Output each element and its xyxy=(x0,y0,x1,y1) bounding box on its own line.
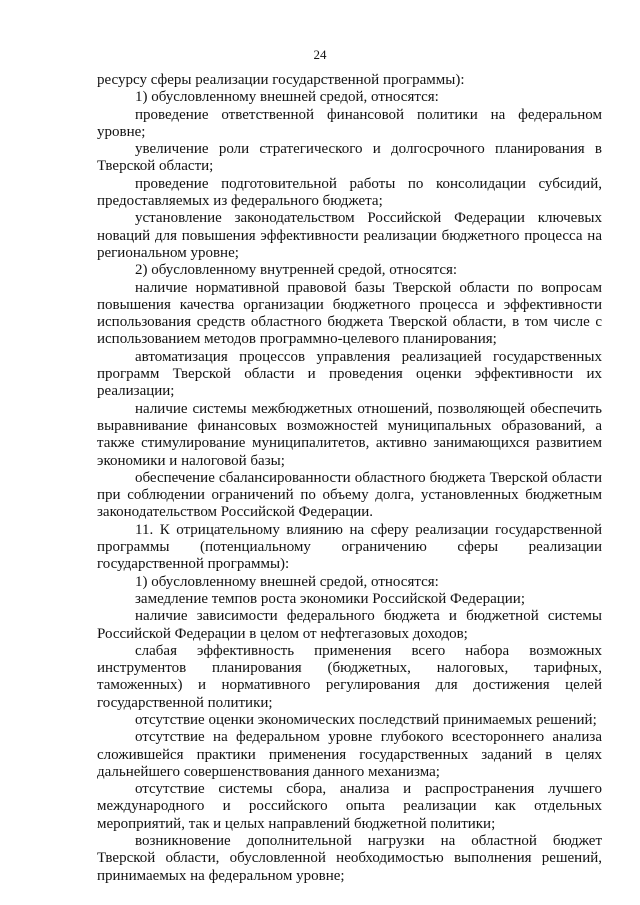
paragraph: слабая эффективность применения всего набора возможных инструментов планирования (бюджетных, налоговых, тарифных, таможенных) и нормативного регулирования для достижения целей государственной политики; xyxy=(97,642,602,711)
paragraph: отсутствие оценки экономических последствий принимаемых решений; xyxy=(135,711,597,728)
page-number: 24 xyxy=(313,47,327,62)
paragraph: возникновение дополнительной нагрузки на областной бюджет Тверской области, обусловленной необходимостью выполнения решений, принимаемых на федеральном уровне; xyxy=(97,833,602,884)
paragraph: замедление темпов роста экономики Российской Федерации; xyxy=(135,590,525,607)
body-text xyxy=(97,72,602,885)
paragraph: обеспечение сбалансированности областного бюджета Тверской области при соблюдении ограничений по объему долга, установленных бюджетным законодательством Российской Федерации. xyxy=(97,469,602,521)
paragraph: наличие системы межбюджетных отношений, позволяющей обеспечить выравнивание финансовых возможностей муниципальных образований, а также стимулирование муниципалитетов, активно занимающихся развитием экономики и налоговой базы; xyxy=(97,400,602,469)
paragraph: установление законодательством Российской Федерации ключевых новаций для повышения эффективности реализации бюджетного процесса на региональном уровне; xyxy=(97,210,602,261)
paragraph: наличие зависимости федерального бюджета и бюджетной системы Российской Федерации в целом от нефтегазовых доходов; xyxy=(97,608,602,642)
paragraph: наличие нормативной правовой базы Тверской области по вопросам повышения качества организации бюджетного процесса и эффективности использования средств областного бюджета Тверской области, в том числе с использованием методов программно-целевого планирования; xyxy=(97,279,602,348)
paragraph: 11. К отрицательному влиянию на сферу реализации государственной программы (потенциальному ограничению сферы реализации государственной программы): xyxy=(97,521,602,573)
paragraph: проведение подготовительной работы по консолидации субсидий, предоставляемых из федерального бюджета; xyxy=(97,175,602,210)
paragraph: 1) обусловленному внешней средой, относятся: xyxy=(135,89,439,106)
paragraph: отсутствие системы сбора, анализа и распространения лучшего международного и российского опыта реализации как отдельных мероприятий, так и целых направлений бюджетной политики; xyxy=(97,781,602,832)
paragraph: увеличение роли стратегического и долгосрочного планирования в Тверской области; xyxy=(97,141,602,175)
paragraph: 2) обусловленному внутренней средой, относятся: xyxy=(135,262,458,279)
paragraph: ресурсу сферы реализации государственной программы): xyxy=(97,72,465,88)
paragraph: проведение ответственной финансовой политики на федеральном уровне; xyxy=(97,106,602,140)
paragraph: 1) обусловленному внешней средой, относятся: xyxy=(135,573,439,590)
paragraph: отсутствие на федеральном уровне глубокого всестороннего анализа сложившейся практики применения государственных заданий в целях дальнейшего совершенствования данного механизма; xyxy=(97,729,602,780)
paragraph: автоматизация процессов управления реализацией государственных программ Тверской области и проведения оценки эффективности их реализации; xyxy=(97,348,602,400)
